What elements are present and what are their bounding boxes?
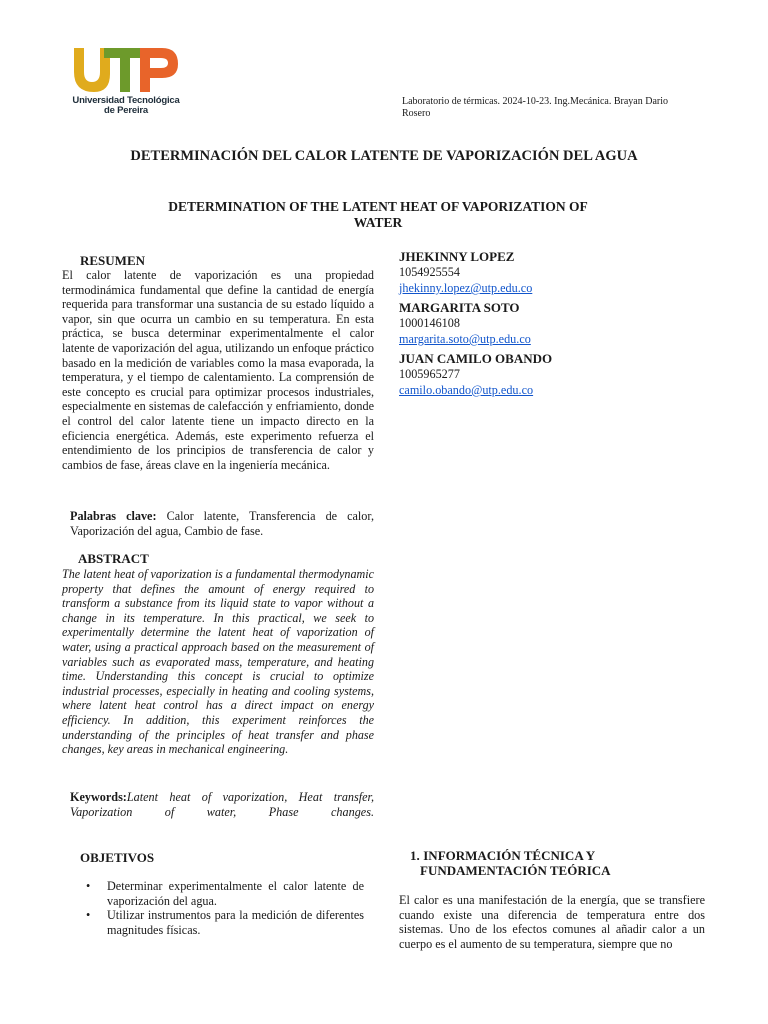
author-name: MARGARITA SOTO (399, 300, 520, 315)
list-item: • Utilizar instrumentos para la medición de diferentes magnitudes físicas. (86, 908, 364, 937)
author-id: 1000146108 (399, 316, 460, 330)
authors-block (399, 249, 699, 402)
lab-info: Laboratorio de térmicas. 2024-10-23. Ing.Mecánica. Brayan Dario Rosero (402, 96, 669, 119)
palabras-clave-label: Palabras clave: (70, 509, 157, 523)
utp-logo-mark (70, 44, 182, 96)
list-item: • Determinar experimentalmente el calor latente de vaporización del agua. (86, 879, 364, 908)
author-id: 1054925554 (399, 265, 460, 279)
resumen-body: El calor latente de vaporización es una propiedad termodinámica fundamental que define la cantidad de energía requerida para transformar una sustancia de su estado líquido a vapor, sin que ocurra un cambio en su temperatura. En esta práctica, se busca determinar experimentalmente el calor latente de vaporización del agua, utilizando un enfoque práctico basado en la medición de variables como la masa evaporada, la temperatura, y el tiempo de calentamiento. La comprensión de este concepto es crucial para optimizar procesos industriales, especialmente en sistemas de calefacción y enfriamiento, donde el control del calor latente tiene un impacto directo en la eficiencia energética. Además, este experimento refuerza el entendimiento de los principios de transferencia de calor y cambios de fase, áreas clave en la ingeniería mecánica. (62, 268, 374, 472)
palabras-clave (70, 509, 374, 538)
author-id: 1005965277 (399, 367, 460, 381)
objetivos-list (86, 879, 364, 937)
resumen-heading: RESUMEN (80, 253, 146, 268)
author-email-link[interactable]: jhekinny.lopez@utp.edu.co (399, 281, 533, 295)
keywords-label: Keywords: (70, 790, 127, 804)
palabras-clave-text: Calor latente, Transferencia de calor, Vaporización del agua, Cambio de fase. (70, 509, 375, 538)
objetivos-heading: OBJETIVOS (80, 850, 155, 865)
heading-text-1: INFORMACIÓN TÉCNICA Y (423, 848, 596, 863)
heading-text-2: FUNDAMENTACIÓN TEÓRICA (420, 863, 611, 878)
section-1-heading-line1 (410, 848, 710, 863)
city-line: de Pereira (104, 105, 148, 116)
keywords (70, 790, 374, 819)
author-name: JUAN CAMILO OBANDO (399, 351, 553, 366)
section-1-body: El calor es una manifestación de la energía, que se transfiere cuando existe una diferencia de temperatura entre dos sistemas. Uno de los efectos comunes al añadir calor a un cuerpo es el aumento de su temperatura, siempre que no (399, 893, 705, 951)
university-line: Universidad Tecnológica (72, 95, 180, 106)
author-email-link[interactable]: camilo.obando@utp.edu.co (399, 383, 534, 397)
author-email-link[interactable]: margarita.soto@utp.edu.co (399, 332, 531, 346)
section-1-heading (410, 848, 710, 878)
abstract-heading: ABSTRACT (78, 551, 149, 566)
title-english: DETERMINATION OF THE LATENT HEAT OF VAPORIZATION OF WATER (168, 199, 588, 230)
title-spanish: DETERMINACIÓN DEL CALOR LATENTE DE VAPORIZACIÓN DEL AGUA (130, 148, 638, 164)
author-name: JHEKINNY LOPEZ (399, 249, 515, 264)
keywords-text: Latent heat of vaporization, Heat transfer, Vaporization of water, Phase changes. (70, 790, 374, 819)
abstract-body: The latent heat of vaporization is a fundamental thermodynamic property that defines the amount of energy required to transform a substance from its liquid state to vapor without a change in its temperature. In this practical, we seek to experimentally determine the latent heat of vaporization of water, using a practical approach based on the measurement of variables such as evaporated mass, temperature, and heating time. Understanding this concept is crucial to optimize industrial processes, especially in heating and cooling systems, where latent heat control has a direct impact on energy efficiency. In addition, this experiment reinforces the understanding of the principles of heat transfer and phase changes, key areas in mechanical engineering. (62, 567, 374, 757)
university-name (70, 96, 182, 116)
section-number: 1. (410, 848, 420, 863)
